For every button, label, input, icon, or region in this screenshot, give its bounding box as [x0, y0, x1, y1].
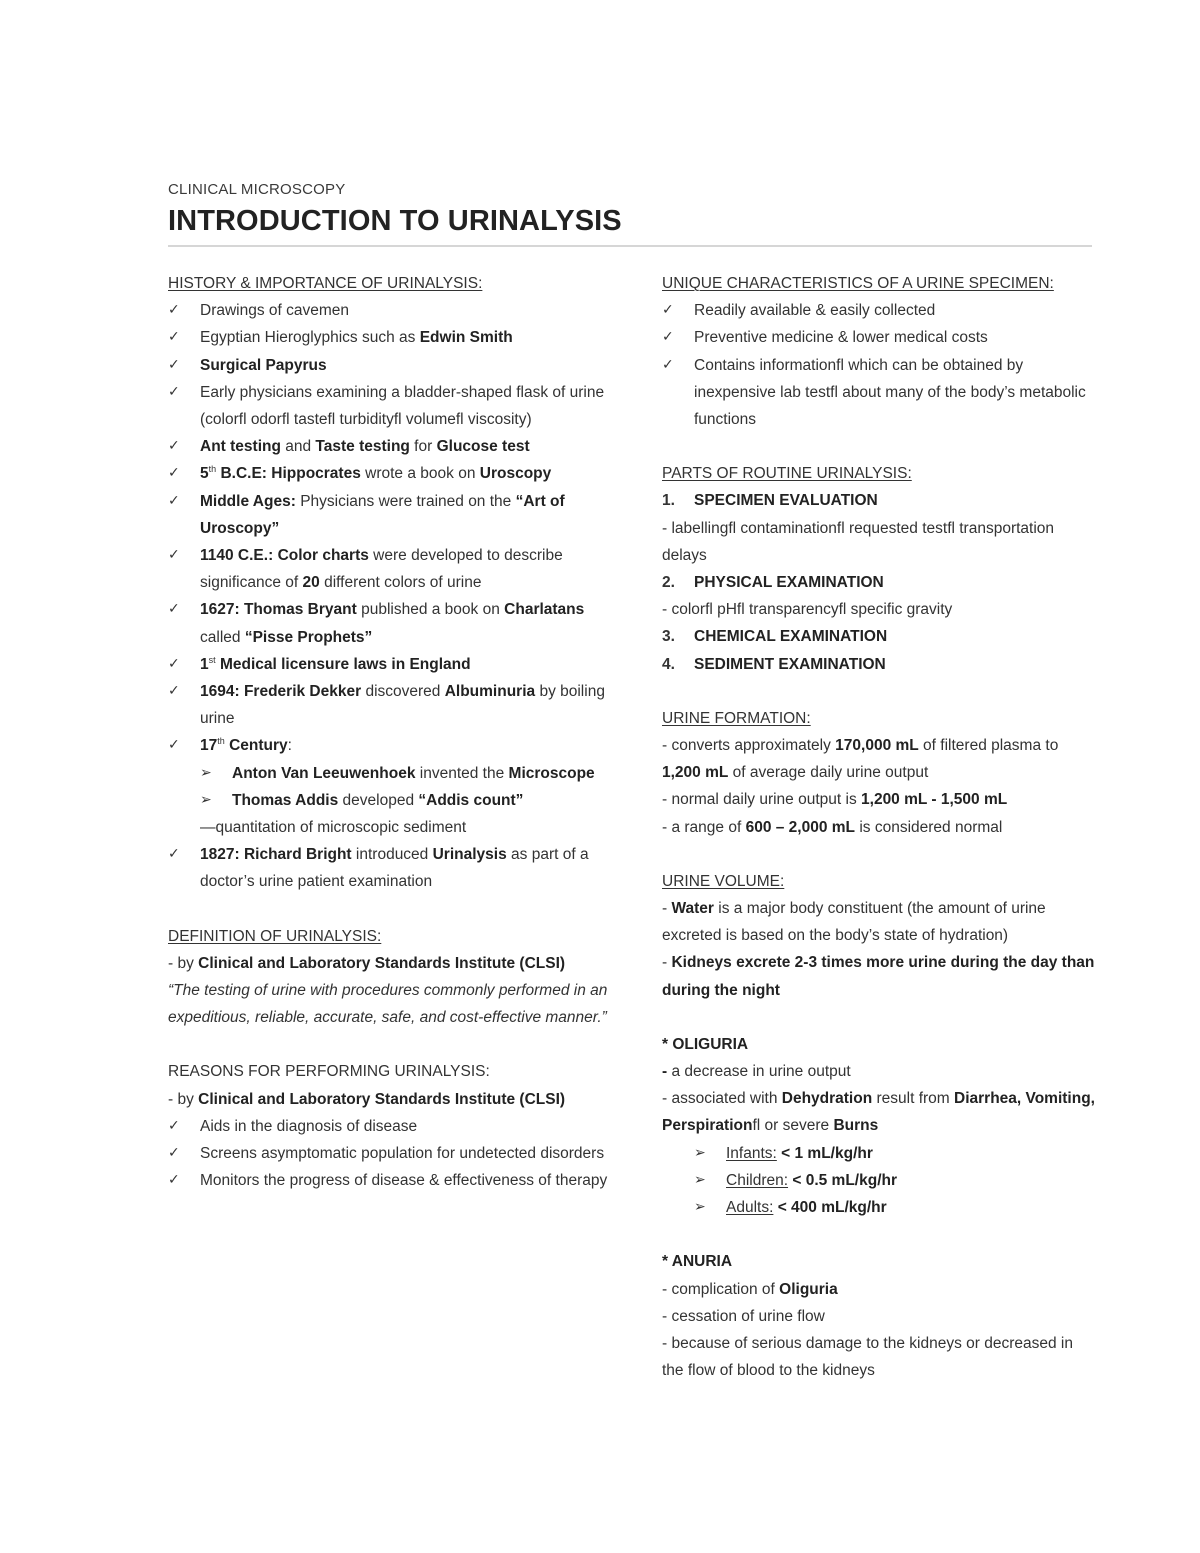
arrowhead-bullet-icon: ➢	[694, 1199, 706, 1216]
reasons-list	[168, 1113, 608, 1195]
history-list	[168, 297, 608, 895]
oliguria-values	[694, 1140, 1097, 1222]
list-item: ✓ Surgical Papyrus	[168, 352, 608, 379]
oliguria-line-1: - a decrease in urine output	[662, 1063, 851, 1081]
check-mark-icon: ✓	[168, 329, 180, 346]
reasons-source: - by Clinical and Laboratory Standards Institute (CLSI)	[168, 1090, 566, 1108]
anuria-line-1: - complication of Oliguria	[662, 1280, 838, 1298]
anuria-title: * ANURIA	[662, 1253, 733, 1271]
check-mark-icon: ✓	[168, 655, 180, 672]
list-item: ✓ Ant testing and Taste testing for Glucose test	[168, 433, 608, 460]
list-item: ✓ 1627: Thomas Bryant published a book on Charlatans called “Pisse Prophets”	[168, 596, 608, 650]
check-mark-icon: ✓	[168, 465, 180, 482]
definition-source: - by Clinical and Laboratory Standards Institute (CLSI)	[168, 954, 566, 972]
check-mark-icon: ✓	[168, 601, 180, 618]
parts-item-4: 4. SEDIMENT EXAMINATION	[662, 655, 886, 673]
definition-quote: “The testing of urine with procedures commonly performed in an expeditious, reliable, accurate, safe, and cost-effective manner.”	[168, 982, 608, 1027]
check-mark-icon: ✓	[168, 356, 180, 373]
check-mark-icon: ✓	[168, 547, 180, 564]
anuria-line-3: - because of serious damage to the kidneys or decreased in the flow of blood to the kidneys	[662, 1334, 1073, 1380]
check-mark-icon: ✓	[168, 492, 180, 509]
formation-line-2: - normal daily urine output is 1,200 mL - 1,500 mL	[662, 791, 1008, 809]
list-item: ✓ Preventive medicine & lower medical costs	[662, 324, 1097, 351]
arrowhead-bullet-icon: ➢	[200, 764, 212, 781]
parts-item-3: 3. CHEMICAL EXAMINATION	[662, 628, 888, 646]
check-mark-icon: ✓	[168, 1172, 180, 1189]
anuria-line-2: - cessation of urine flow	[662, 1307, 825, 1325]
volume-heading: URINE VOLUME:	[662, 872, 785, 890]
page-title: INTRODUCTION TO URINALYSIS	[168, 205, 622, 237]
check-mark-icon: ✓	[168, 737, 180, 754]
list-item: ➢ Infants: < 1 mL/kg/hr	[694, 1140, 1097, 1167]
left-column	[168, 270, 608, 1195]
check-mark-icon: ✓	[662, 329, 674, 346]
volume-line-1: - Water is a major body constituent (the amount of urine excreted is based on the body’s state of hydration)	[662, 900, 1046, 945]
formation-heading: URINE FORMATION:	[662, 709, 811, 727]
list-item: ✓ Screens asymptomatic population for undetected disorders	[168, 1140, 608, 1167]
century-sublist	[200, 760, 608, 814]
check-mark-icon: ✓	[168, 383, 180, 400]
check-mark-icon: ✓	[168, 438, 180, 455]
list-item: ✓ 17th Century: ➢ Anton Van Leeuwenhoek invented the Microscope ➢ Thomas Addis developed “Addis count” —quantitation of microscopic sediment	[168, 732, 608, 841]
oliguria-line-2: - associated with Dehydration result from Diarrhea, Vomiting, Perspirationfl or severe Burns	[662, 1090, 1095, 1135]
course-label: CLINICAL MICROSCOPY	[168, 181, 346, 198]
arrowhead-bullet-icon: ➢	[200, 791, 212, 808]
list-item: ✓ Readily available & easily collected	[662, 297, 1097, 324]
title-divider	[168, 245, 1092, 247]
list-item: ✓ 5th B.C.E: Hippocrates wrote a book on Uroscopy	[168, 460, 608, 487]
check-mark-icon: ✓	[662, 356, 674, 373]
list-item: ✓ 1140 C.E.: Color charts were developed to describe significance of 20 different colors of urine	[168, 542, 608, 596]
list-item: ✓ Contains informationfl which can be obtained by inexpensive lab testfl about many of the body’s metabolic functions	[662, 352, 1097, 434]
list-item: ➢ Thomas Addis developed “Addis count”	[200, 787, 608, 814]
addis-note: —quantitation of microscopic sediment	[200, 819, 467, 837]
parts-item-1: 1. SPECIMEN EVALUATION	[662, 492, 878, 510]
parts-heading: PARTS OF ROUTINE URINALYSIS:	[662, 465, 912, 483]
check-mark-icon: ✓	[662, 302, 674, 319]
list-item: ➢ Adults: < 400 mL/kg/hr	[694, 1194, 1097, 1221]
list-item: ✓ 1827: Richard Bright introduced Urinalysis as part of a doctor’s urine patient examination	[168, 841, 608, 895]
check-mark-icon: ✓	[168, 1145, 180, 1162]
history-heading: HISTORY & IMPORTANCE OF URINALYSIS:	[168, 275, 483, 292]
parts-item-1-detail: - labellingfl contaminationfl requested testfl transportation delays	[662, 519, 1055, 564]
right-column	[662, 270, 1097, 1384]
list-item: ✓ Early physicians examining a bladder-shaped flask of urine (colorfl odorfl tastefl turbidityfl volumefl viscosity)	[168, 379, 608, 433]
reasons-heading: REASONS FOR PERFORMING URINALYSIS:	[168, 1063, 490, 1081]
parts-item-2-detail: - colorfl pHfl transparencyfl specific gravity	[662, 601, 953, 619]
check-mark-icon: ✓	[168, 683, 180, 700]
list-item: ✓ Aids in the diagnosis of disease	[168, 1113, 608, 1140]
list-item: ➢ Children: < 0.5 mL/kg/hr	[694, 1167, 1097, 1194]
arrowhead-bullet-icon: ➢	[694, 1171, 706, 1188]
list-item: ✓ Monitors the progress of disease & effectiveness of therapy	[168, 1167, 608, 1194]
check-mark-icon: ✓	[168, 846, 180, 863]
check-mark-icon: ✓	[168, 302, 180, 319]
list-item: ✓ Drawings of cavemen	[168, 297, 608, 324]
definition-heading: DEFINITION OF URINALYSIS:	[168, 927, 382, 945]
formation-line-1: - converts approximately 170,000 mL of filtered plasma to 1,200 mL of average daily urine output	[662, 737, 1059, 782]
volume-line-2: - Kidneys excrete 2-3 times more urine during the day than during the night	[662, 954, 1095, 999]
formation-line-3: - a range of 600 – 2,000 mL is considered normal	[662, 818, 1003, 836]
list-item: ✓ Egyptian Hieroglyphics such as Edwin Smith	[168, 324, 608, 351]
oliguria-title: * OLIGURIA	[662, 1035, 749, 1053]
unique-list	[662, 297, 1097, 433]
parts-item-2: 2. PHYSICAL EXAMINATION	[662, 574, 884, 592]
arrowhead-bullet-icon: ➢	[694, 1144, 706, 1161]
list-item: ➢ Anton Van Leeuwenhoek invented the Microscope	[200, 760, 608, 787]
check-mark-icon: ✓	[168, 1117, 180, 1134]
list-item: ✓ Middle Ages: Physicians were trained on the “Art of Uroscopy”	[168, 488, 608, 542]
list-item: ✓ 1st Medical licensure laws in England	[168, 651, 608, 678]
list-item: ✓ 1694: Frederik Dekker discovered Albuminuria by boiling urine	[168, 678, 608, 732]
unique-heading: UNIQUE CHARACTERISTICS OF A URINE SPECIMEN:	[662, 275, 1054, 292]
